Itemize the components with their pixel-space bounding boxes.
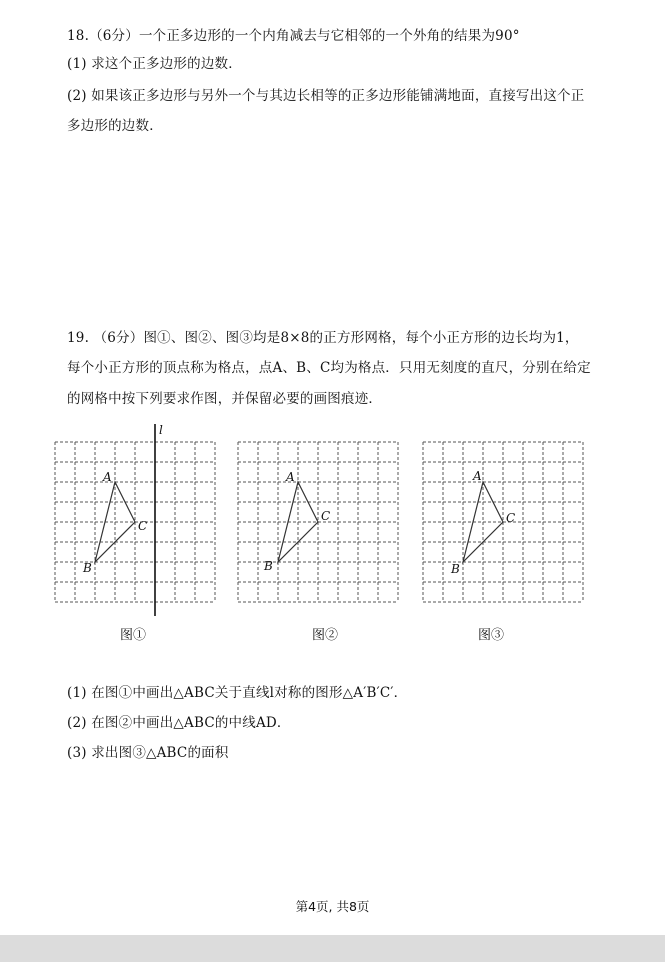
caption-figure-2: 图② <box>312 628 339 643</box>
point-label-a: A <box>286 470 295 484</box>
figure-2 <box>233 420 413 620</box>
q19-part3: (3) 求出图③△ABC的面积 <box>67 745 229 761</box>
bottom-bar <box>0 935 665 962</box>
point-label-b: B <box>83 561 92 575</box>
point-label-c: C <box>138 519 148 533</box>
point-label-c: C <box>321 509 331 523</box>
caption-figure-3: 图③ <box>478 628 505 643</box>
q18-part2-line2: 多边形的边数． <box>67 118 163 134</box>
q19-stem-line3: 的网格中按下列要求作图，并保留必要的画图痕迹． <box>67 391 383 407</box>
point-label-a: A <box>103 470 112 484</box>
axis-label-l: l <box>159 423 163 437</box>
figure-1 <box>50 420 230 620</box>
page-footer: 第4页, 共8页 <box>295 899 370 914</box>
q18-part2-line1: (2) 如果该正多边形与另外一个与其边长相等的正多边形能铺满地面，直接写出这个正 <box>67 88 585 104</box>
q19-stem-line1: 19. （6分）图①、图②、图③均是8×8的正方形网格，每个小正方形的边长均为1， <box>67 330 579 346</box>
caption-figure-1: 图① <box>120 628 147 643</box>
q19-part1: (1) 在图①中画出△ABC关于直线l对称的图形△A′B′C′． <box>67 685 408 701</box>
figure-3 <box>418 420 598 620</box>
point-label-a: A <box>473 469 482 483</box>
q18-part1: (1) 求这个正多边形的边数． <box>67 56 242 72</box>
q19-stem-line2: 每个小正方形的顶点称为格点，点A、B、C均为格点．只用无刻度的直尺，分别在给定 <box>67 360 591 376</box>
point-label-c: C <box>506 511 516 525</box>
q19-part2: (2) 在图②中画出△ABC的中线AD． <box>67 715 291 731</box>
q18-stem: 18.（6分）一个正多边形的一个内角减去与它相邻的一个外角的结果为90° <box>67 28 520 44</box>
point-label-b: B <box>264 559 273 573</box>
point-label-b: B <box>451 562 460 576</box>
